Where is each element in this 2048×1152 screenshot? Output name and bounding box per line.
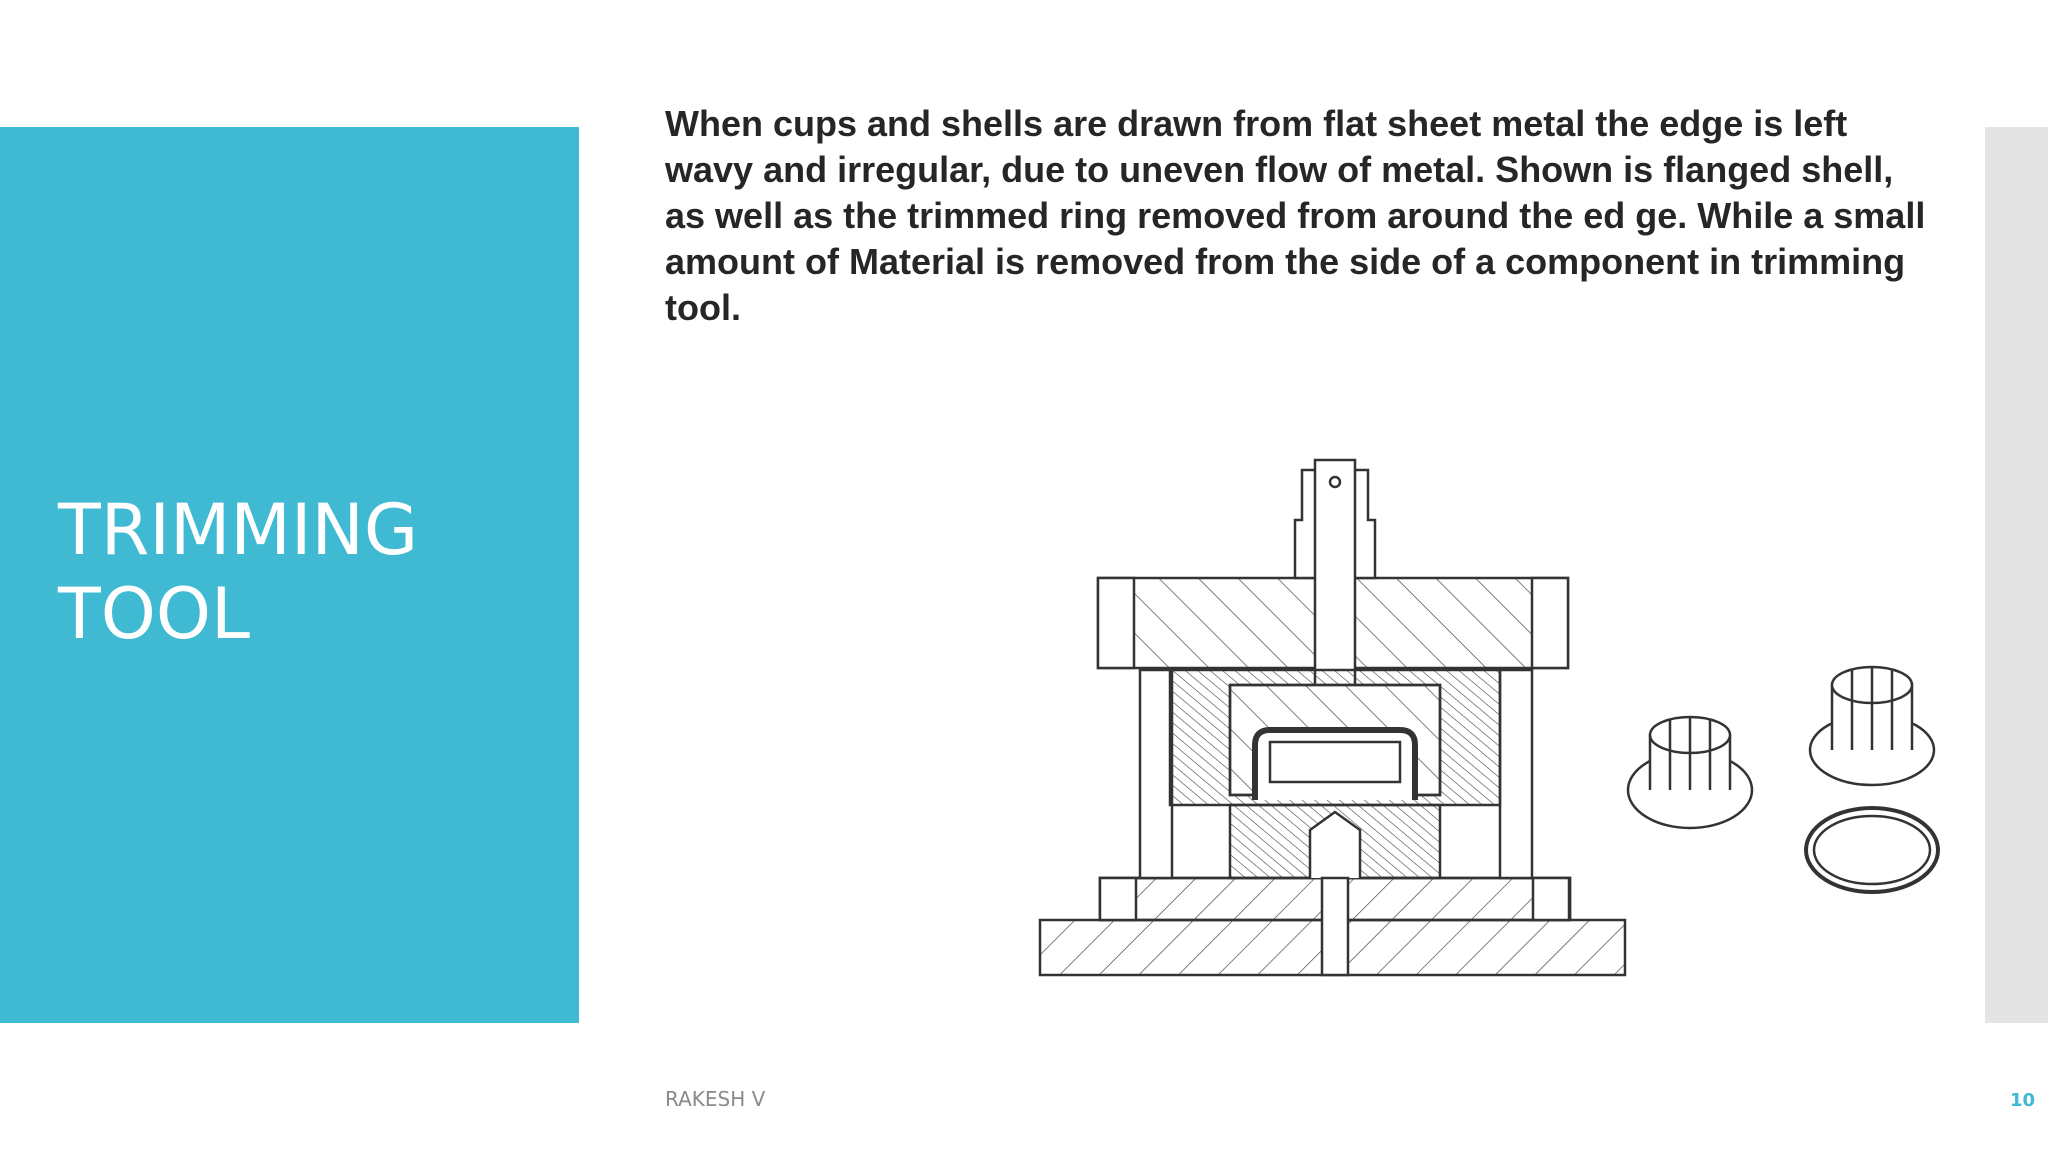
page-number: 10 bbox=[2009, 1090, 2035, 1111]
slide-title bbox=[58, 488, 558, 656]
right-accent-strip bbox=[1985, 127, 2048, 1023]
slide-title-line-1: TRIMMING bbox=[58, 489, 419, 571]
slide-title-line-2: TOOL bbox=[58, 573, 250, 655]
author-footer: RAKESH V bbox=[665, 1087, 766, 1111]
trimming-tool-drawing-icon bbox=[1010, 430, 1970, 990]
body-paragraph: When cups and shells are drawn from flat sheet metal the edge is left wavy and irregular, due to uneven flow of metal. Shown is flanged shell, as well as the trimmed ring removed from around the ed ge. While a small amount of Material is removed from the side of a component in trimming tool. bbox=[665, 103, 1926, 328]
